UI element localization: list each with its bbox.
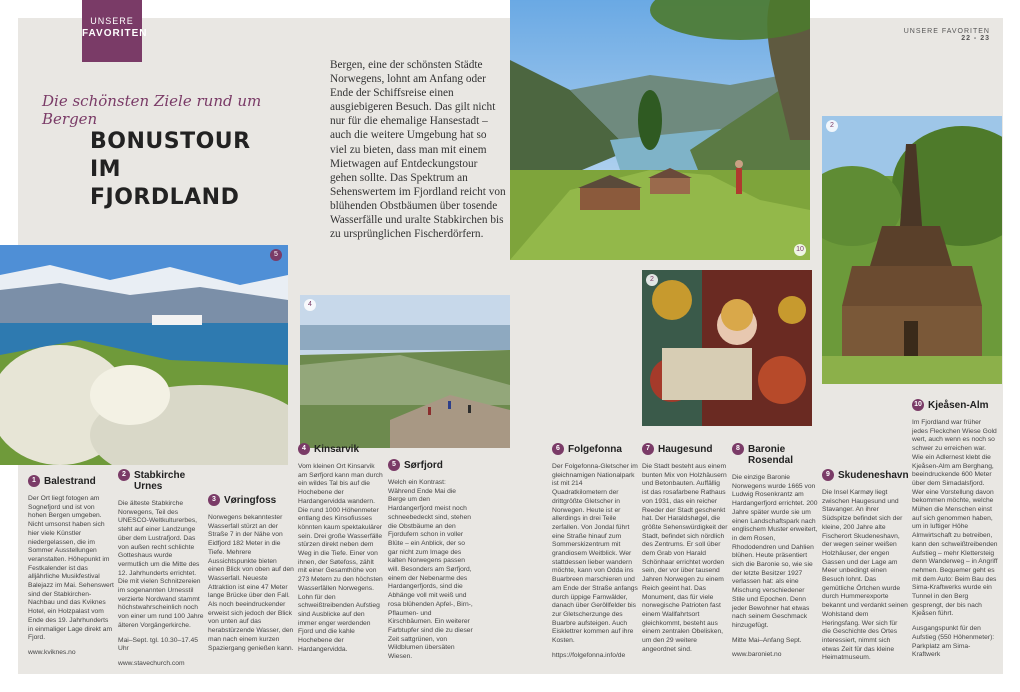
page-header-label: UNSERE FAVORITEN	[903, 28, 990, 35]
photo-carving	[642, 270, 812, 426]
fjord-valley-illustration	[510, 0, 810, 260]
entry-title: Vøringfoss	[224, 495, 277, 506]
balestrand-illustration	[0, 245, 288, 465]
entry-title: Folgefonna	[568, 444, 622, 455]
page-title	[90, 128, 250, 212]
entry-kinsarvik	[298, 444, 384, 660]
photo-sorfjord	[300, 295, 510, 448]
entry-number: 4	[298, 443, 310, 455]
entry-extra: Ausgangspunkt für den Aufstieg (550 Höhenmeter): Parkplatz am Sima-Kraftwerk	[912, 625, 995, 659]
entry-text: Der Ort liegt fotogen am Sognefjord und ist von hohen Bergen umgeben. Nicht umsonst haben sich hier viele Künstler niedergelassen, die im Sommer Ausstellungen veranstalten. Höhepunkt im Festkalender ist das alljährliche Musikfestival Balejazz im Mai. Sehenswert sind der Stabkirchen-Nachbau und das Kviknes Hotel, ein Holzpalast vom Ende des 19. Jahrhunderts in einmaliger Lage direkt am Fjord.	[28, 495, 114, 642]
entry-urnes	[118, 470, 204, 669]
entry-url: https://folgefonna.info/de	[552, 651, 626, 659]
entry-number: 1	[28, 475, 40, 487]
entry-number: 2	[118, 469, 130, 481]
entry-title: Haugesund	[658, 444, 713, 455]
entry-url: www.stavechurch.com	[118, 659, 185, 667]
title-line-2: IM FJORDLAND	[90, 157, 240, 210]
entry-text: Die einzige Baronie Norwegens wurde 1665 von Ludwig Rosenkrantz am Hardangerfjord errichtet. 200 Jahre später wurde sie um einen Landschaftspark nach englischem Muster erweitert, in dem Rosen, Rhododendren und Dahlien blühen. Heute präsentiert sich die Baronie so, wie sie der letzte Besitzer 1927 verlassen hat: als eine Mischung verschiedener Stile und Epochen. Denn jeder Bewohner hat etwas nach seinem Geschmack hinzugefügt.	[732, 474, 818, 629]
entry-text: Die Insel Karmøy liegt zwischen Haugesund und Stavanger. An ihrer Südspitze befindet sich der kleine, 200 Jahre alte Fischerort Skudeneshavn, der wegen seiner weißen Holzhäuser, der engen Gassen und der Lage am Meer unbedingt einen Besuch lohnt. Das gemütliche Örtchen wurde durch Hummerexporte bekannt und verdankt seinen Wohlstand dem Heringsfang. Wer sich für die Geschichte des Ortes interessiert, nimmt sich etwas Zeit für das kleine Heimatmuseum.	[822, 489, 908, 662]
page-numbers: 22 - 23	[961, 35, 990, 42]
entry-rosendal	[732, 444, 818, 660]
entry-kjeasen	[912, 400, 998, 666]
page-header-right	[904, 28, 990, 42]
section-tag	[82, 0, 148, 62]
title-line-1: BONUSTOUR	[90, 129, 251, 154]
entry-folgefonna	[552, 444, 638, 660]
photo-number-badge: 4	[304, 299, 316, 311]
entry-extra: Mai–Sept. tgl. 10.30–17.45 Uhr	[118, 636, 198, 653]
sorfjord-illustration	[300, 295, 510, 448]
entry-balestrand	[28, 476, 114, 658]
photo-balestrand	[0, 245, 288, 465]
photo-number-badge: 10	[794, 244, 806, 256]
section-tag-line1: UNSERE	[90, 16, 134, 26]
photo-number-badge: 2	[826, 120, 838, 132]
entry-url: www.kviknes.no	[28, 648, 76, 656]
entry-title: Kinsarvik	[314, 444, 360, 455]
entry-text: Vom kleinen Ort Kinsarvik am Sørfjord kann man durch ein wildes Tal bis auf die Hochebene der Hardangervidda wandern. Die rund 1000 Höhenmeter entlang des Kinsofiusses könnten kaum spektakulärer sein. Drei große Wasserfälle stürzen direkt neben dem Weg in die Tiefe. Einer von ihnen, der Søtefoss, zählt mit einer Gesamthöhe von 273 Metern zu den höchsten Wasserfällen Norwegens. Lohn für den schweißtreibenden Aufstieg sind Ausblicke auf den immer enger werdenden Fjord und die kahle Hochebene der Hardangervidda.	[298, 463, 383, 653]
entry-extra: Mitte Mai–Anfang Sept.	[732, 636, 802, 644]
entry-haugesund	[642, 444, 728, 660]
intro-text: Bergen, eine der schönsten Städte Norwegens, lohnt am Anfang oder Ende der Schiffsreise einen ausgiebigeren Besuch. Das gilt nicht nur für die ehemalige Hansestadt – auch die weitere Umgebung hat so viel zu bieten, dass man mit einem Mietwagen auf Entdeckungstour gehen sollte. Das Spektrum an Sehenswertem im Fjordland reicht von blühenden Obstbäumen über tosende Wasserfälle und uralte Stabkirchen bis zu ursprünglichen Fischerdörfern.	[330, 59, 506, 241]
entry-title: Stabkirche Urnes	[134, 470, 186, 492]
entry-text: Die Stadt besteht aus einem bunten Mix von Holzhäusern und Betonbauten. Auffällig ist das rosafarbene Rathaus von 1931, das ein reicher Reeder der Stadt geschenkt hat. Der Haraldshøgel, die größte Sehenswürdigkeit der Stadt, befindet sich nördlich des Zentrums. Er soll über dem Grab von Harald Schönhaar errichtet worden sein, der vor über tausend Jahren Norwegen zu einem Reich geeint hat. Das Monument, das für viele norwegische Patrioten fast einem Wallfahrtsort gleichkommt, besteht aus einem zentralen Obelisken, um den 29 weitere angeordnet sind.	[642, 463, 728, 653]
entry-text: Die älteste Stabkirche Norwegens, Teil des UNESCO-Weltkulturerbes, steht auf einer Landzunge über dem Lustrafjord. Das von außen recht schlichte Gotteshaus wurde vermutlich um die Mitte des 12. Jahrhunderts errichtet. Die mit vielen Schnitzereien im sogenannten Urnesstil verzierte Nordwand stammt höchstwahrscheinlich noch von einer um rund 100 Jahre älteren Vorgängerkirche.	[118, 500, 204, 629]
photo-number-badge: 5	[270, 249, 282, 261]
script-heading: Die schönsten Ziele rund um Bergen	[42, 92, 262, 128]
entry-title: Skudeneshavn	[838, 470, 909, 481]
entry-number: 9	[822, 469, 834, 481]
entry-text: Im Fjordland war früher jedes Fleckchen Wiese Gold wert, auch wenn es noch so schwer zu erreichen war. Wie ein Adlernest klebt die Kjeåsen-Alm am Berghang, beeindruckende 600 Meter über dem Simadalsfjord. Wer eine Vorstellung davon bekommen möchte, welche Mühen die Menschen einst auf sich genommen haben, um in luftiger Höhe Almwirtschaft zu betreiben, kann den schweißtreibenden Aufstieg – mehr Klettersteig denn Wanderweg – in Angriff nehmen. Bequemer geht es mit dem Auto: Beim Bau des Sima-Kraftwerks wurde ein Tunnel in den Berg gesprengt, der bis nach Kjeåsen führt.	[912, 419, 998, 618]
entry-title: Baronie Rosendal	[748, 444, 794, 466]
entry-url: www.baroniet.no	[732, 651, 782, 659]
entry-number: 3	[208, 494, 220, 506]
entry-title: Sørfjord	[404, 460, 443, 471]
entry-text: Norwegens bekanntester Wasserfall stürzt an der Straße 7 in der Nähe von Eidfjord 182 Meter in die Tiefe. Mehrere Aussichtspunkte bieten einen Blick von oben auf den Wasserfall. Neueste Attraktion ist eine 47 Meter lange Brücke über den Fall. Als noch beeindruckender erweist sich jedoch der Blick von unten auf das herabstürzende Wasser, den man nach einem kurzen Spaziergang genießen kann.	[208, 514, 294, 652]
entry-text: Der Folgefonna-Gletscher im gleichnamigen Nationalpark ist mit 214 Quadratkilometern der drittgrößte Gletscher in Norwegen. Heute ist er allerdings in drei Teile zerfallen. Von Jondal führt eine Straße hinauf zum Sommerskizentrum mit grandiosem Weitblick. Wer stattdessen lieber wandern möchte, kann von Odda ins Buarbreen marschieren und am Ende der Straße anfangs durch üppige Farnwälder, danach über Geröllfelder bis zur Gletscherzunge des Buarbre aufsteigen. Auch Eisklettrer kommen auf ihre Kosten.	[552, 463, 638, 645]
entry-number: 10	[912, 399, 924, 411]
photo-stave-church	[822, 116, 1002, 384]
entry-number: 5	[388, 459, 400, 471]
entry-voringfoss	[208, 495, 294, 659]
entry-text: Welch ein Kontrast: Während Ende Mai die Berge um den Hardangerfjord meist noch schneebedeckt sind, stehen die Obstbäume an den Fjordufern schon in voller Blüte – ein Anblick, der so gar nicht zum Image des kalten Norwegens passen will. Besonders am Sørfjord, einem der Nebenarme des Hardangerfjords, sind die Abhänge voll mit weiß und rosa blühenden Apfel-, Birn-, Pflaumen- und Kirschbäumen. Ein weiterer Farbtupfer sind die zu dieser Zeit sattgrünen, von Wildblumen übersäten Wiesen.	[388, 479, 473, 661]
stave-church-illustration	[822, 116, 1002, 384]
entry-sorfjord	[388, 460, 474, 668]
photo-fjord-valley	[510, 0, 810, 260]
entry-number: 7	[642, 443, 654, 455]
entry-title: Balestrand	[44, 476, 96, 487]
entry-title: Kjeåsen-Alm	[928, 400, 989, 411]
photo-number-badge: 2	[646, 274, 658, 286]
carving-illustration	[642, 270, 812, 426]
entry-number: 6	[552, 443, 564, 455]
section-tag-line2: FAVORITEN	[82, 28, 148, 39]
entry-number: 8	[732, 443, 744, 455]
entry-skudeneshavn	[822, 470, 908, 669]
